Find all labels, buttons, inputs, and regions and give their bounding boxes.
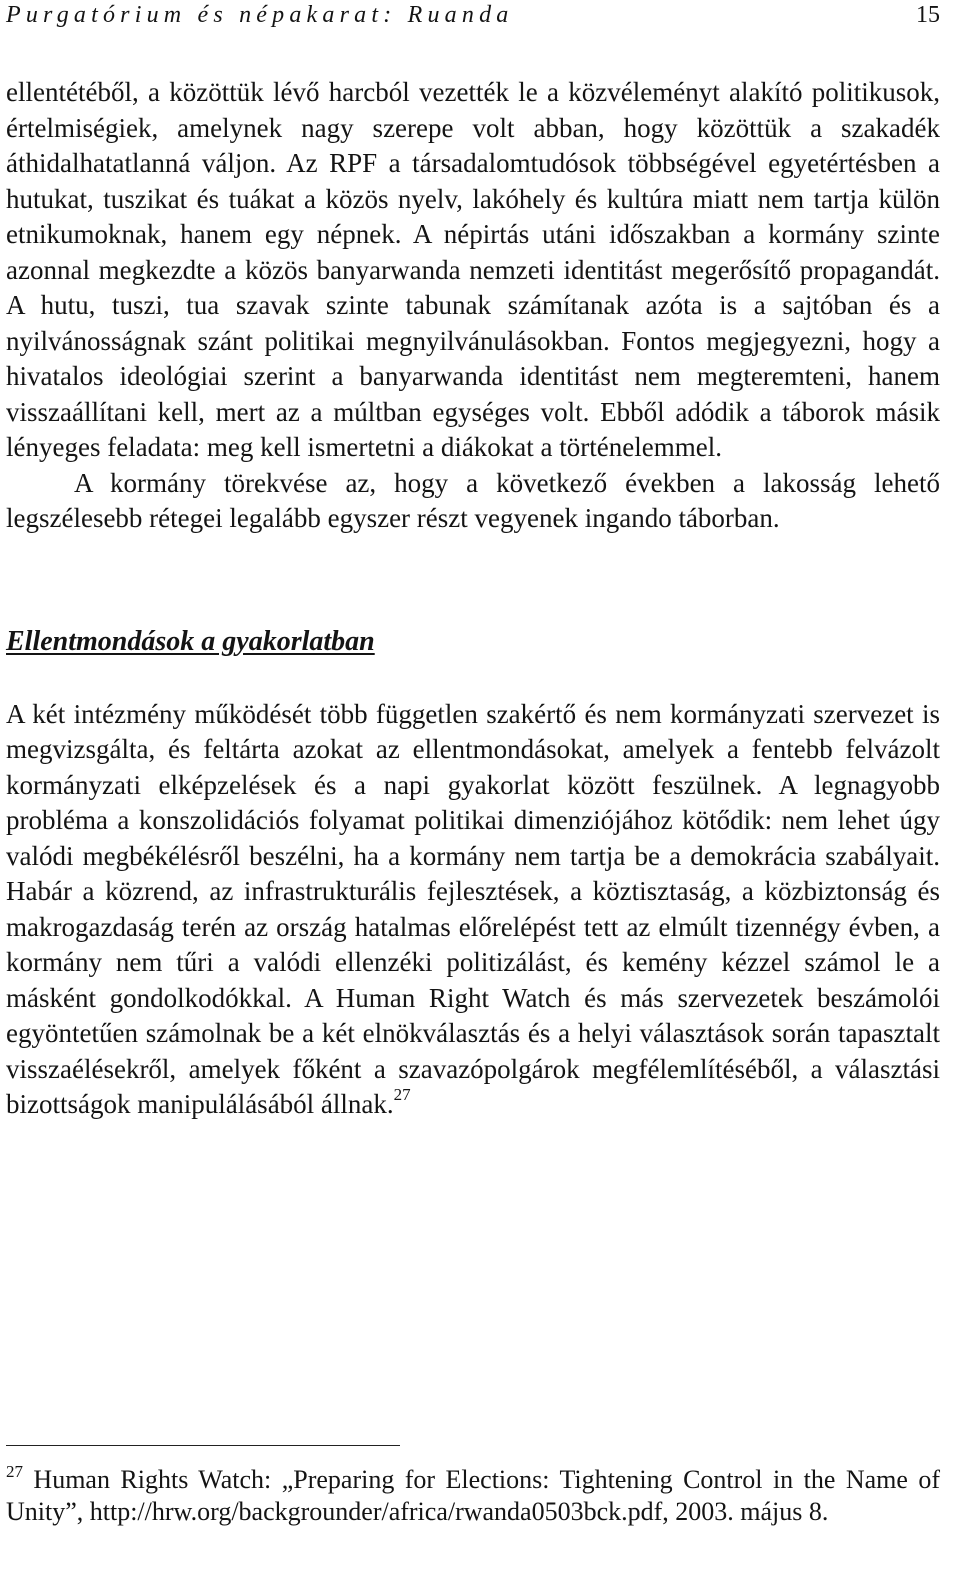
footnote [6,1464,940,1528]
paragraph-continuation [6,75,940,466]
body-text [6,75,940,1123]
running-header [6,0,940,30]
paragraph-text: A két intézmény működését több független szakértő és nem kormányzati szervezet is megvizsgálta, és feltárta azokat az ellentmondásokat, amelyek a fentebb felvázolt kormányzati elképzelések és a napi gyakorlat között feszülnek. A legnagyobb probléma a konszolidációs folyamat politikai dimenziójához kötődik: nem lehet úgy valódi megbékélésről beszélni, ha a kormány nem tartja be a demokrácia szabályait. Habár a közrend, az infrastrukturális fejlesztések, a köztisztaság, a közbiztonság és makrogazdaság terén az ország hatalmas előrelépést tett az elmúlt tizennégy évben, a kormány nem tűri a valódi ellenzéki politizálást, és kemény kézzel számol le a másként gondolkodókkal. A Human Right Watch és más szervezetek beszámolói egyöntetűen számolnak be a két elnökválasztás és a helyi választások során tapasztalt visszaélésekről, amelyek főként a szavazópolgárok megfélemlítéséből, a választási bizottságok manipulálásából állnak. [6,698,940,1119]
footnote-number: 27 [6,1462,23,1481]
paragraph-text: A kormány törekvése az, hogy a következő években a lakosság lehető legszélesebb rétegei legalább egyszer részt vegyenek ingando táborban. [6,467,940,533]
paragraph-ingando [6,466,940,537]
running-title: Purgatórium és népakarat: Ruanda [6,2,514,28]
footnote-reference[interactable]: 27 [393,1085,411,1104]
paragraph-contradictions [6,697,940,1123]
document-page [6,0,940,1526]
page-number: 15 [916,2,940,28]
section-heading: Ellentmondások a gyakorlatban [6,625,375,657]
paragraph-text: ellentétéből, a közöttük lévő harcból vezették le a közvéleményt alakító politikusok, értelmiségiek, amelynek nagy szerepe volt abban, hogy közöttük a szakadék áthidalhatatlanná váljon. Az RPF a társadalomtudósok többségével egyetértésben a hutukat, tuszikat és tuákat a közös nyelv, lakóhely és kultúra miatt nem tartja külön etnikumoknak, hanem egy népnek. A népirtás utáni időszakban a kormány szinte azonnal megkezdte a közös banyarwanda nemzeti identitást megerősítő propagandát. A hutu, tuszi, tua szavak szinte tabunak számítanak azóta is a sajtóban és a nyilvánosságnak szánt politikai megnyilvánulásokban. Fontos megjegyezni, hogy a hivatalos ideológiai szerint a banyarwanda identitást nem megteremteni, hanem visszaállítani kell, mert az a múltban egységes volt. Ebből adódik a táborok másik lényeges feladata: meg kell ismertetni a diákokat a történelemmel. [6,77,940,462]
footnote-divider [6,1445,400,1446]
footnote-text: Human Rights Watch: „Preparing for Elections: Tightening Control in the Name of Unity”, http://hrw.org/backgrounder/africa/rwanda0503bck.pdf, 2003. május 8. [6,1465,940,1526]
